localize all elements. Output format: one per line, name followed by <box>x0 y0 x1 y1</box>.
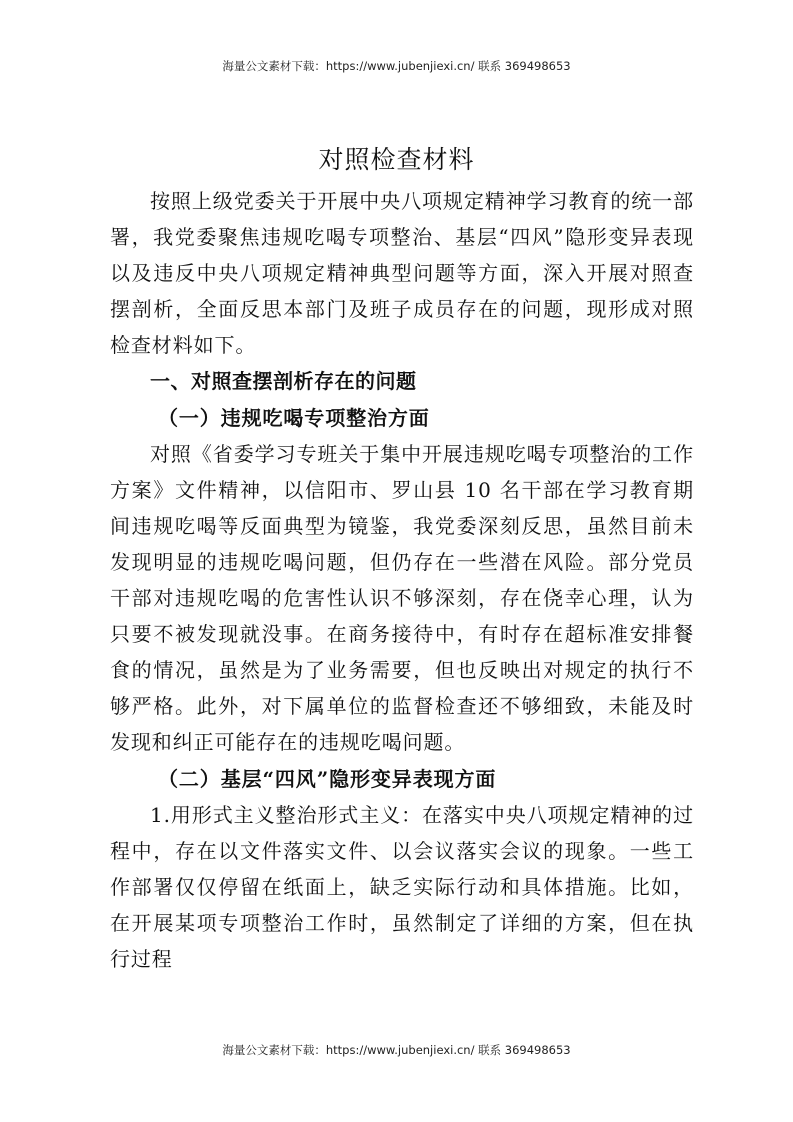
page-header: 海量公文素材下载：https://www.jubenjiexi.cn/ 联系 369498653 <box>222 59 571 73</box>
subsection-heading: （二）基层“四风”隐形变异表现方面 <box>158 766 497 791</box>
body-paragraph: 1.用形式主义整治形式主义：在落实中央八项规定精神的过程中，存在以文件落实文件、以会议落实会议的现象。一些工作部署仅仅停留在纸面上，缺乏实际行动和具体措施。比如，在开展某项专项整治工作时，虽然制定了详细的方案，但在执行过程 <box>110 802 694 971</box>
body-paragraph: 对照《省委学习专班关于集中开展违规吃喝专项整治的工作方案》文件精神，以信阳市、罗山县 10 名干部在学习教育期间违规吃喝等反面典型为镜鉴，我党委深刻反思，虽然目前未发现明显的违规吃喝问题，但仍存在一些潜在风险。部分党员干部对违规吃喝的危害性认识不够深刻，存在侥幸心理，认为只要不被发现就没事。在商务接待中，有时存在超标准安排餐食的情况，虽然是为了业务需要，但也反映出对规定的执行不够严格。此外，对下属单位的监督检查还不够细致，未能及时发现和纠正可能存在的违规吃喝问题。 <box>110 441 694 755</box>
document-body <box>110 183 694 977</box>
subsection-heading: （一）违规吃喝专项整治方面 <box>158 405 430 430</box>
section-heading: 一、对照查摆剖析存在的问题 <box>150 369 417 394</box>
page-footer: 海量公文素材下载：https://www.jubenjiexi.cn/ 联系 369498653 <box>222 1043 571 1057</box>
document-title: 对照检查材料 <box>318 145 475 174</box>
intro-paragraph: 按照上级党委关于开展中央八项规定精神学习教育的统一部署，我党委聚焦违规吃喝专项整治、基层“四风”隐形变异表现以及违反中央八项规定精神典型问题等方面，深入开展对照查摆剖析，全面反思本部门及班子成员存在的问题，现形成对照检查材料如下。 <box>110 189 694 358</box>
